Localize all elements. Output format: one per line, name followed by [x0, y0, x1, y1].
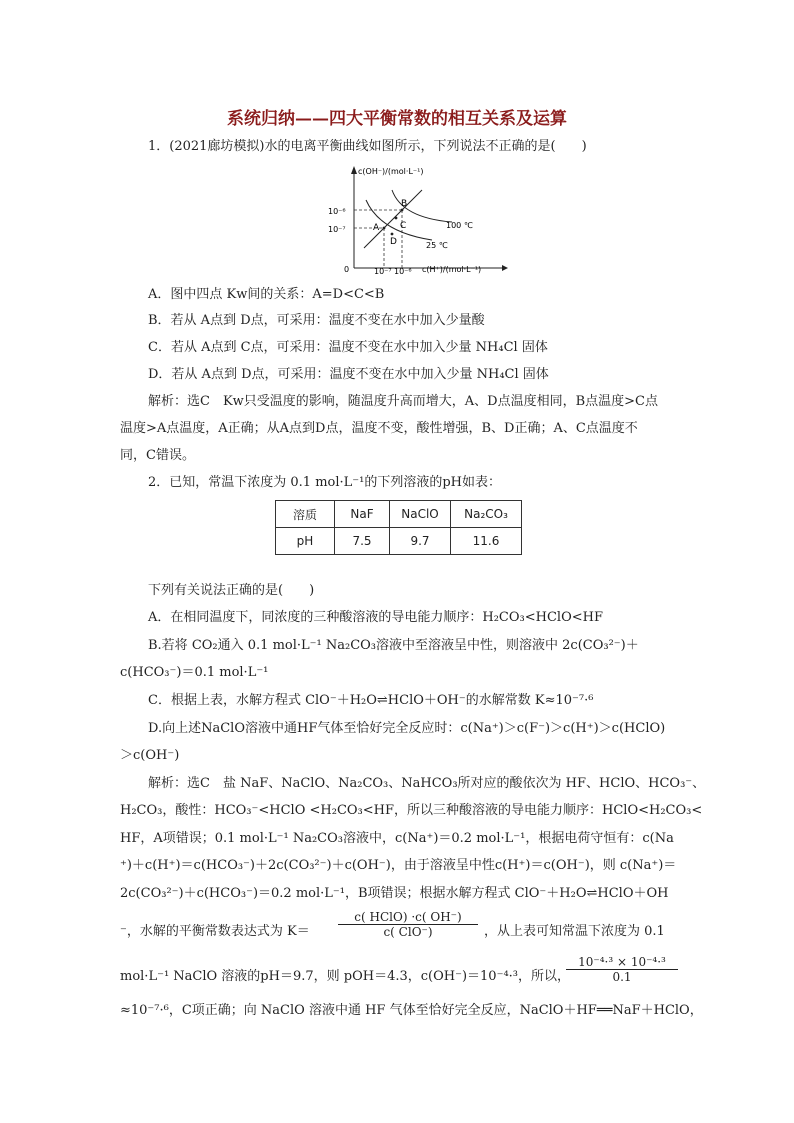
k-expression-numerator: c( HClO) ·c( OH⁻)	[354, 910, 462, 924]
q2-option-b-line-1: B.若将 CO₂通入 0.1 mol·L⁻¹ Na₂CO₃溶液中至溶液呈中性，则溶液中 2c(CO₃²⁻)＋	[148, 638, 639, 653]
point-d	[391, 233, 394, 236]
q1-option-c: C．若从 A点到 C点，可采用：温度不变在水中加入少量 NH₄Cl 固体	[148, 340, 548, 355]
ph-table-header-cell: NaF	[335, 501, 390, 528]
y-tick-1e-7: 10⁻⁷	[328, 225, 346, 234]
k-value-denominator: 0.1	[612, 970, 632, 984]
q2-explanation-line-1: 解析：选C 盐 NaF、NaClO、Na₂CO₃、NaHCO₃所对应的酸依次为 HF、HClO、HCO₃⁻、	[148, 776, 706, 791]
point-d-label: D	[390, 237, 397, 247]
q2-explanation-line-3: HF，A项错误；0.1 mol·L⁻¹ Na₂CO₃溶液中，c(Na⁺)＝0.2 mol·L⁻¹，根据电荷守恒有：c(Na	[120, 831, 674, 846]
point-b	[401, 209, 404, 212]
k-expression-denominator: c( ClO⁻)	[383, 925, 433, 939]
page-title: 系统归纳——四大平衡常数的相互关系及运算	[227, 109, 567, 129]
curve-25c	[366, 200, 432, 240]
ph-table-cell: pH	[276, 528, 335, 555]
q2-ask: 下列有关说法正确的是( )	[148, 583, 315, 598]
q1-explanation-line-2: 温度>A点温度，A正确；从A点到D点，温度不变，酸性增强，B、D正确；A、C点温度不	[120, 421, 638, 436]
ph-table-header-cell: Na₂CO₃	[451, 501, 522, 528]
q2-explanation-line-5: 2c(CO₃²⁻)＋c(HCO₃⁻)＝0.2 mol·L⁻¹，B项错误；根据水解方程式 ClO⁻＋H₂O⇌HClO＋OH	[120, 886, 669, 901]
q1-stem: 1．(2021廊坊模拟)水的电离平衡曲线如图所示，下列说法不正确的是( )	[148, 139, 587, 154]
ph-table-value-row	[276, 528, 522, 555]
ph-table	[275, 500, 522, 555]
curve-25c-label: 25 ℃	[426, 241, 448, 250]
q1-explanation-line-3: 同，C错误。	[120, 448, 195, 463]
q2-option-a: A．在相同温度下，同浓度的三种酸溶液的导电能力顺序：H₂CO₃<HClO<HF	[148, 610, 603, 625]
q2-option-b-line-2: c(HCO₃⁻)＝0.1 mol·L⁻¹	[120, 665, 269, 680]
q2-explanation-line-4: ⁺)＋c(H⁺)＝c(HCO₃⁻)＋2c(CO₃²⁻)＋c(OH⁻)，由于溶液呈中性c(H⁺)＝c(OH⁻)，则 c(Na⁺)＝	[120, 858, 677, 873]
q2-stem: 2．已知，常温下浓度为 0.1 mol·L⁻¹的下列溶液的pH如表：	[148, 475, 502, 490]
point-a-label: A	[373, 223, 380, 233]
ph-table-cell: 7.5	[335, 528, 390, 555]
x-axis-arrow	[502, 265, 508, 271]
ph-table-header-cell: 溶质	[276, 501, 335, 528]
point-a	[383, 227, 386, 230]
y-axis-arrow	[351, 166, 357, 174]
q1-explanation-line-1: 解析：选C Kw只受温度的影响，随温度升高而增大，A、D点温度相同，B点温度>C点	[148, 394, 658, 409]
ph-table-header-row	[276, 501, 522, 528]
q2-explanation-line-6a: ⁻，水解的平衡常数表达式为 K＝	[120, 924, 310, 939]
x-tick-1e-6: 10⁻⁶	[394, 267, 412, 276]
q2-explanation-line-6b: ，从上表可知常温下浓度为 0.1	[484, 924, 665, 939]
q1-option-a: A．图中四点 Kw间的关系：A=D<C<B	[148, 287, 385, 302]
point-c-label: C	[400, 221, 407, 231]
q2-option-d-line-2: ＞c(OH⁻)	[120, 748, 180, 763]
origin-label: 0	[344, 265, 350, 274]
point-c	[395, 217, 398, 220]
k-expression-fraction	[338, 910, 478, 939]
point-b-label: B	[401, 199, 408, 209]
q2-explanation-line-8: ≈10⁻⁷·⁶，C项正确；向 NaClO 溶液中通 HF 气体至恰好完全反应，NaClO＋HF══NaF＋HClO，	[120, 1003, 703, 1018]
k-value-fraction	[566, 955, 678, 984]
water-ionization-graph	[322, 160, 512, 280]
q2-option-c: C．根据上表，水解方程式 ClO⁻＋H₂O⇌HClO＋OH⁻的水解常数 K≈10⁻⁷·⁶	[148, 693, 594, 708]
x-axis-label: c(H⁺)/(mol·L⁻¹)	[422, 265, 482, 274]
ph-table-header-cell: NaClO	[390, 501, 451, 528]
q2-explanation-line-7a: mol·L⁻¹ NaClO 溶液的pH＝9.7，则 pOH＝4.3，c(OH⁻)＝10⁻⁴·³，所以，	[120, 969, 570, 984]
y-axis-label: c(OH⁻)/(mol·L⁻¹)	[358, 167, 424, 176]
q2-explanation-line-2: H₂CO₃，酸性：HCO₃⁻<HClO <H₂CO₃<HF，所以三种酸溶液的导电能力顺序：HClO<H₂CO₃<	[120, 803, 703, 818]
q1-option-d: D．若从 A点到 D点，可采用：温度不变在水中加入少量 NH₄Cl 固体	[148, 367, 549, 382]
y-tick-1e-6: 10⁻⁶	[328, 207, 346, 216]
k-value-numerator: 10⁻⁴·³ × 10⁻⁴·³	[578, 955, 666, 969]
curve-100c-label: 100 ℃	[446, 221, 473, 230]
q2-option-d-line-1: D.向上述NaClO溶液中通HF气体至恰好完全反应时：c(Na⁺)＞c(F⁻)＞c(H⁺)＞c(HClO)	[148, 721, 666, 736]
ph-table-cell: 11.6	[451, 528, 522, 555]
x-tick-1e-7: 10⁻⁷	[374, 267, 392, 276]
ph-table-cell: 9.7	[390, 528, 451, 555]
q1-option-b: B．若从 A点到 D点，可采用：温度不变在水中加入少量酸	[148, 313, 485, 328]
